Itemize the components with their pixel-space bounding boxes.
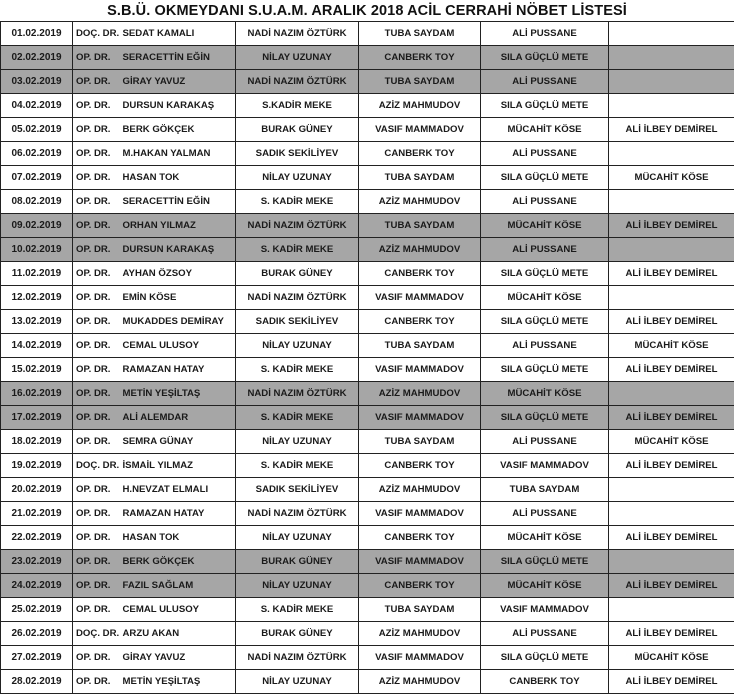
- date-cell: 24.02.2019: [1, 574, 73, 598]
- staff-cell-1: NİLAY UZUNAY: [236, 574, 359, 598]
- date-cell: 26.02.2019: [1, 622, 73, 646]
- attending-surgeon-cell: SEMRA GÜNAY: [121, 430, 236, 454]
- staff-cell-2: CANBERK TOY: [359, 526, 481, 550]
- title-cell: DOÇ. DR.: [73, 622, 121, 646]
- staff-cell-1: BURAK GÜNEY: [236, 550, 359, 574]
- staff-cell-2: VASIF MAMMADOV: [359, 646, 481, 670]
- staff-cell-1: NİLAY UZUNAY: [236, 166, 359, 190]
- title-cell: DOÇ. DR.: [73, 454, 121, 478]
- staff-cell-3: TUBA SAYDAM: [481, 478, 609, 502]
- staff-cell-2: AZİZ MAHMUDOV: [359, 670, 481, 694]
- staff-cell-4: ALİ İLBEY DEMİREL: [609, 118, 734, 142]
- title-cell: OP. DR.: [73, 646, 121, 670]
- staff-cell-3: ALİ PUSSANE: [481, 238, 609, 262]
- attending-surgeon-cell: HASAN TOK: [121, 526, 236, 550]
- staff-cell-3: ALİ PUSSANE: [481, 22, 609, 46]
- staff-cell-4: ALİ İLBEY DEMİREL: [609, 526, 734, 550]
- date-cell: 21.02.2019: [1, 502, 73, 526]
- attending-surgeon-cell: H.NEVZAT ELMALI: [121, 478, 236, 502]
- date-cell: 15.02.2019: [1, 358, 73, 382]
- staff-cell-3: MÜCAHİT KÖSE: [481, 118, 609, 142]
- date-cell: 28.02.2019: [1, 670, 73, 694]
- title-cell: OP. DR.: [73, 214, 121, 238]
- staff-cell-3: ALİ PUSSANE: [481, 142, 609, 166]
- staff-cell-4: MÜCAHİT KÖSE: [609, 646, 734, 670]
- staff-cell-1: NADİ NAZIM ÖZTÜRK: [236, 502, 359, 526]
- staff-cell-2: TUBA SAYDAM: [359, 430, 481, 454]
- staff-cell-3: ALİ PUSSANE: [481, 190, 609, 214]
- staff-cell-2: AZİZ MAHMUDOV: [359, 478, 481, 502]
- table-row: [1, 646, 734, 670]
- attending-surgeon-cell: EMİN KÖSE: [121, 286, 236, 310]
- attending-surgeon-cell: RAMAZAN HATAY: [121, 502, 236, 526]
- staff-cell-2: TUBA SAYDAM: [359, 214, 481, 238]
- staff-cell-4: [609, 190, 734, 214]
- attending-surgeon-cell: SEDAT KAMALI: [121, 22, 236, 46]
- staff-cell-4: ALİ İLBEY DEMİREL: [609, 358, 734, 382]
- staff-cell-1: NADİ NAZIM ÖZTÜRK: [236, 22, 359, 46]
- table-row: [1, 166, 734, 190]
- staff-cell-3: MÜCAHİT KÖSE: [481, 214, 609, 238]
- roster-title: S.B.Ü. OKMEYDANI S.U.A.M. ARALIK 2018 ACİL CERRAHİ NÖBET LİSTESİ: [0, 0, 734, 22]
- staff-cell-3: SILA GÜÇLÜ METE: [481, 46, 609, 70]
- attending-surgeon-cell: DURSUN KARAKAŞ: [121, 94, 236, 118]
- staff-cell-1: S. KADİR MEKE: [236, 454, 359, 478]
- table-row: [1, 94, 734, 118]
- staff-cell-2: VASIF MAMMADOV: [359, 286, 481, 310]
- table-row: [1, 334, 734, 358]
- title-cell: OP. DR.: [73, 118, 121, 142]
- title-cell: OP. DR.: [73, 238, 121, 262]
- date-cell: 03.02.2019: [1, 70, 73, 94]
- table-row: [1, 286, 734, 310]
- table-row: [1, 598, 734, 622]
- date-cell: 10.02.2019: [1, 238, 73, 262]
- title-cell: DOÇ. DR.: [73, 22, 121, 46]
- attending-surgeon-cell: METİN YEŞİLTAŞ: [121, 382, 236, 406]
- staff-cell-3: ALİ PUSSANE: [481, 622, 609, 646]
- staff-cell-1: BURAK GÜNEY: [236, 622, 359, 646]
- staff-cell-1: NADİ NAZIM ÖZTÜRK: [236, 70, 359, 94]
- attending-surgeon-cell: M.HAKAN YALMAN: [121, 142, 236, 166]
- attending-surgeon-cell: FAZIL SAĞLAM: [121, 574, 236, 598]
- attending-surgeon-cell: ORHAN YILMAZ: [121, 214, 236, 238]
- staff-cell-3: MÜCAHİT KÖSE: [481, 286, 609, 310]
- staff-cell-1: NİLAY UZUNAY: [236, 670, 359, 694]
- staff-cell-4: ALİ İLBEY DEMİREL: [609, 406, 734, 430]
- staff-cell-3: VASIF MAMMADOV: [481, 454, 609, 478]
- staff-cell-4: ALİ İLBEY DEMİREL: [609, 670, 734, 694]
- date-cell: 14.02.2019: [1, 334, 73, 358]
- title-cell: OP. DR.: [73, 598, 121, 622]
- staff-cell-2: AZİZ MAHMUDOV: [359, 622, 481, 646]
- attending-surgeon-cell: MUKADDES DEMİRAY: [121, 310, 236, 334]
- staff-cell-2: CANBERK TOY: [359, 574, 481, 598]
- table-row: [1, 454, 734, 478]
- staff-cell-1: NİLAY UZUNAY: [236, 526, 359, 550]
- attending-surgeon-cell: HASAN TOK: [121, 166, 236, 190]
- staff-cell-3: CANBERK TOY: [481, 670, 609, 694]
- attending-surgeon-cell: DURSUN KARAKAŞ: [121, 238, 236, 262]
- staff-cell-1: S. KADİR MEKE: [236, 406, 359, 430]
- staff-cell-1: NADİ NAZIM ÖZTÜRK: [236, 382, 359, 406]
- attending-surgeon-cell: RAMAZAN HATAY: [121, 358, 236, 382]
- staff-cell-4: [609, 478, 734, 502]
- staff-cell-1: S. KADİR MEKE: [236, 238, 359, 262]
- date-cell: 07.02.2019: [1, 166, 73, 190]
- date-cell: 06.02.2019: [1, 142, 73, 166]
- staff-cell-2: TUBA SAYDAM: [359, 598, 481, 622]
- title-cell: OP. DR.: [73, 190, 121, 214]
- staff-cell-3: ALİ PUSSANE: [481, 70, 609, 94]
- staff-cell-2: AZİZ MAHMUDOV: [359, 94, 481, 118]
- title-cell: OP. DR.: [73, 358, 121, 382]
- staff-cell-2: AZİZ MAHMUDOV: [359, 238, 481, 262]
- staff-cell-3: MÜCAHİT KÖSE: [481, 382, 609, 406]
- staff-cell-2: TUBA SAYDAM: [359, 334, 481, 358]
- table-row: [1, 550, 734, 574]
- staff-cell-1: NİLAY UZUNAY: [236, 46, 359, 70]
- staff-cell-4: [609, 94, 734, 118]
- staff-cell-3: MÜCAHİT KÖSE: [481, 526, 609, 550]
- attending-surgeon-cell: ARZU AKAN: [121, 622, 236, 646]
- date-cell: 17.02.2019: [1, 406, 73, 430]
- staff-cell-4: ALİ İLBEY DEMİREL: [609, 310, 734, 334]
- staff-cell-3: ALİ PUSSANE: [481, 334, 609, 358]
- title-cell: OP. DR.: [73, 286, 121, 310]
- staff-cell-2: TUBA SAYDAM: [359, 166, 481, 190]
- title-cell: OP. DR.: [73, 430, 121, 454]
- title-cell: OP. DR.: [73, 70, 121, 94]
- attending-surgeon-cell: BERK GÖKÇEK: [121, 118, 236, 142]
- staff-cell-2: TUBA SAYDAM: [359, 70, 481, 94]
- staff-cell-4: [609, 286, 734, 310]
- date-cell: 04.02.2019: [1, 94, 73, 118]
- staff-cell-4: [609, 70, 734, 94]
- staff-cell-3: SILA GÜÇLÜ METE: [481, 550, 609, 574]
- staff-cell-4: [609, 142, 734, 166]
- table-row: [1, 478, 734, 502]
- staff-cell-2: AZİZ MAHMUDOV: [359, 382, 481, 406]
- table-row: [1, 670, 734, 694]
- attending-surgeon-cell: GİRAY YAVUZ: [121, 70, 236, 94]
- title-cell: OP. DR.: [73, 382, 121, 406]
- title-cell: OP. DR.: [73, 502, 121, 526]
- title-cell: OP. DR.: [73, 334, 121, 358]
- staff-cell-4: [609, 382, 734, 406]
- staff-cell-2: CANBERK TOY: [359, 46, 481, 70]
- staff-cell-4: [609, 22, 734, 46]
- date-cell: 01.02.2019: [1, 22, 73, 46]
- title-cell: OP. DR.: [73, 94, 121, 118]
- roster-body: [1, 22, 734, 694]
- staff-cell-3: SILA GÜÇLÜ METE: [481, 406, 609, 430]
- date-cell: 08.02.2019: [1, 190, 73, 214]
- staff-cell-4: MÜCAHİT KÖSE: [609, 166, 734, 190]
- table-row: [1, 382, 734, 406]
- table-row: [1, 430, 734, 454]
- staff-cell-2: VASIF MAMMADOV: [359, 406, 481, 430]
- attending-surgeon-cell: GİRAY YAVUZ: [121, 646, 236, 670]
- staff-cell-1: NADİ NAZIM ÖZTÜRK: [236, 646, 359, 670]
- attending-surgeon-cell: METİN YEŞİLTAŞ: [121, 670, 236, 694]
- title-cell: OP. DR.: [73, 670, 121, 694]
- table-row: [1, 502, 734, 526]
- date-cell: 18.02.2019: [1, 430, 73, 454]
- title-cell: OP. DR.: [73, 574, 121, 598]
- staff-cell-1: S. KADİR MEKE: [236, 190, 359, 214]
- title-cell: OP. DR.: [73, 406, 121, 430]
- staff-cell-2: VASIF MAMMADOV: [359, 118, 481, 142]
- title-cell: OP. DR.: [73, 142, 121, 166]
- table-row: [1, 262, 734, 286]
- date-cell: 12.02.2019: [1, 286, 73, 310]
- date-cell: 19.02.2019: [1, 454, 73, 478]
- staff-cell-2: CANBERK TOY: [359, 310, 481, 334]
- staff-cell-1: SADIK SEKİLİYEV: [236, 478, 359, 502]
- staff-cell-1: S. KADİR MEKE: [236, 358, 359, 382]
- date-cell: 09.02.2019: [1, 214, 73, 238]
- table-row: [1, 526, 734, 550]
- staff-cell-4: [609, 502, 734, 526]
- attending-surgeon-cell: CEMAL ULUSOY: [121, 598, 236, 622]
- staff-cell-1: BURAK GÜNEY: [236, 118, 359, 142]
- staff-cell-2: VASIF MAMMADOV: [359, 550, 481, 574]
- attending-surgeon-cell: ALİ ALEMDAR: [121, 406, 236, 430]
- attending-surgeon-cell: BERK GÖKÇEK: [121, 550, 236, 574]
- staff-cell-3: SILA GÜÇLÜ METE: [481, 646, 609, 670]
- date-cell: 05.02.2019: [1, 118, 73, 142]
- staff-cell-3: SILA GÜÇLÜ METE: [481, 310, 609, 334]
- staff-cell-4: [609, 550, 734, 574]
- staff-cell-3: ALİ PUSSANE: [481, 430, 609, 454]
- title-cell: OP. DR.: [73, 526, 121, 550]
- attending-surgeon-cell: İSMAİL YILMAZ: [121, 454, 236, 478]
- staff-cell-4: MÜCAHİT KÖSE: [609, 430, 734, 454]
- staff-cell-4: MÜCAHİT KÖSE: [609, 334, 734, 358]
- attending-surgeon-cell: CEMAL ULUSOY: [121, 334, 236, 358]
- attending-surgeon-cell: AYHAN ÖZSOY: [121, 262, 236, 286]
- staff-cell-1: SADIK SEKİLİYEV: [236, 310, 359, 334]
- staff-cell-4: ALİ İLBEY DEMİREL: [609, 454, 734, 478]
- staff-cell-3: SILA GÜÇLÜ METE: [481, 94, 609, 118]
- staff-cell-4: ALİ İLBEY DEMİREL: [609, 574, 734, 598]
- staff-cell-4: ALİ İLBEY DEMİREL: [609, 262, 734, 286]
- table-row: [1, 622, 734, 646]
- staff-cell-2: TUBA SAYDAM: [359, 22, 481, 46]
- staff-cell-1: SADIK SEKİLİYEV: [236, 142, 359, 166]
- date-cell: 25.02.2019: [1, 598, 73, 622]
- attending-surgeon-cell: SERACETTİN EĞİN: [121, 190, 236, 214]
- date-cell: 22.02.2019: [1, 526, 73, 550]
- staff-cell-2: VASIF MAMMADOV: [359, 502, 481, 526]
- staff-cell-2: CANBERK TOY: [359, 454, 481, 478]
- table-row: [1, 70, 734, 94]
- table-row: [1, 358, 734, 382]
- title-cell: OP. DR.: [73, 46, 121, 70]
- title-cell: OP. DR.: [73, 166, 121, 190]
- date-cell: 27.02.2019: [1, 646, 73, 670]
- date-cell: 23.02.2019: [1, 550, 73, 574]
- date-cell: 20.02.2019: [1, 478, 73, 502]
- title-cell: OP. DR.: [73, 478, 121, 502]
- staff-cell-3: SILA GÜÇLÜ METE: [481, 358, 609, 382]
- staff-cell-4: [609, 46, 734, 70]
- table-row: [1, 190, 734, 214]
- staff-cell-3: VASIF MAMMADOV: [481, 598, 609, 622]
- staff-cell-2: AZİZ MAHMUDOV: [359, 190, 481, 214]
- staff-cell-4: ALİ İLBEY DEMİREL: [609, 214, 734, 238]
- staff-cell-4: [609, 598, 734, 622]
- staff-cell-1: S. KADİR MEKE: [236, 598, 359, 622]
- table-row: [1, 142, 734, 166]
- staff-cell-1: NADİ NAZIM ÖZTÜRK: [236, 214, 359, 238]
- roster-table: [0, 22, 734, 694]
- date-cell: 11.02.2019: [1, 262, 73, 286]
- date-cell: 02.02.2019: [1, 46, 73, 70]
- title-cell: OP. DR.: [73, 550, 121, 574]
- staff-cell-3: MÜCAHİT KÖSE: [481, 574, 609, 598]
- table-row: [1, 406, 734, 430]
- staff-cell-1: NİLAY UZUNAY: [236, 430, 359, 454]
- staff-cell-2: CANBERK TOY: [359, 142, 481, 166]
- table-row: [1, 310, 734, 334]
- table-row: [1, 118, 734, 142]
- table-row: [1, 46, 734, 70]
- staff-cell-2: CANBERK TOY: [359, 262, 481, 286]
- staff-cell-1: S.KADİR MEKE: [236, 94, 359, 118]
- table-row: [1, 214, 734, 238]
- title-cell: OP. DR.: [73, 310, 121, 334]
- table-row: [1, 22, 734, 46]
- staff-cell-3: ALİ PUSSANE: [481, 502, 609, 526]
- table-row: [1, 238, 734, 262]
- date-cell: 13.02.2019: [1, 310, 73, 334]
- staff-cell-4: ALİ İLBEY DEMİREL: [609, 622, 734, 646]
- staff-cell-3: SILA GÜÇLÜ METE: [481, 166, 609, 190]
- staff-cell-2: VASIF MAMMADOV: [359, 358, 481, 382]
- title-cell: OP. DR.: [73, 262, 121, 286]
- date-cell: 16.02.2019: [1, 382, 73, 406]
- attending-surgeon-cell: SERACETTİN EĞİN: [121, 46, 236, 70]
- staff-cell-1: NİLAY UZUNAY: [236, 334, 359, 358]
- table-row: [1, 574, 734, 598]
- staff-cell-1: NADİ NAZIM ÖZTÜRK: [236, 286, 359, 310]
- staff-cell-1: BURAK GÜNEY: [236, 262, 359, 286]
- staff-cell-3: SILA GÜÇLÜ METE: [481, 262, 609, 286]
- staff-cell-4: [609, 238, 734, 262]
